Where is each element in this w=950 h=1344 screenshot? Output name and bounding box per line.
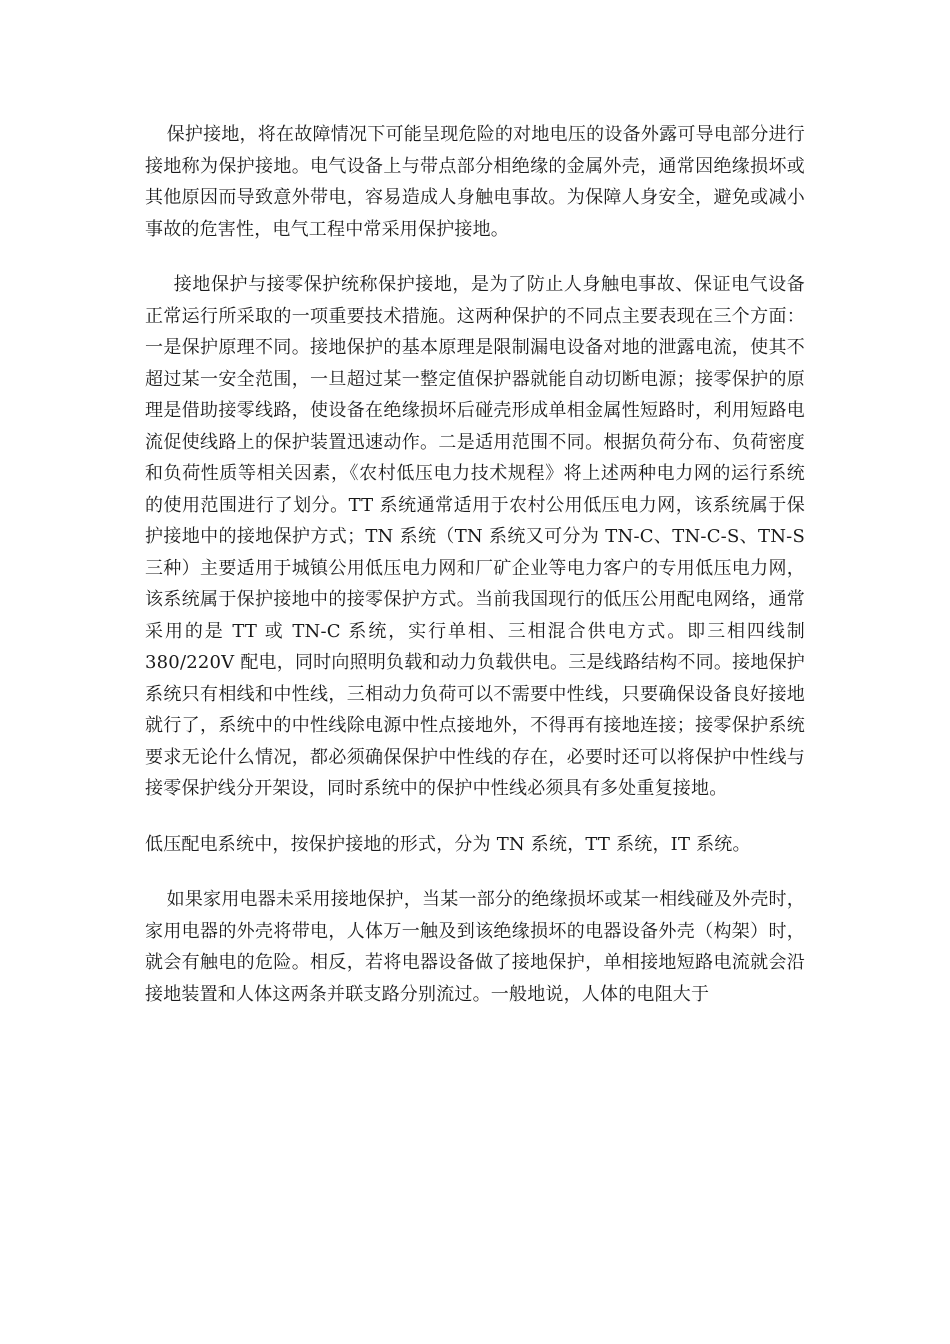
paragraph-grounding-vs-neutral: 接地保护与接零保护统称保护接地，是为了防止人身触电事故、保证电气设备正常运行所采取的一项重要技术措施。这两种保护的不同点主要表现在三个方面：一是保护原理不同。接地保护的基本原理是限制漏电设备对地的泄露电流，使其不超过某一安全范围，一旦超过某一整定值保护器就能自动切断电源；接零保护的原理是借助接零线路，使设备在绝缘损坏后碰壳形成单相金属性短路时，利用短路电流促使线路上的保护装置迅速动作。二是适用范围不同。根据负荷分布、负荷密度和负荷性质等相关因素，《农村低压电力技术规程》将上述两种电力网的运行系统的使用范围进行了划分。TT 系统通常适用于农村公用低压电力网，该系统属于保护接地中的接地保护方式；TN 系统（TN 系统又可分为 TN-C、TN-C-S、TN-S 三种）主要适用于城镇公用低压电力网和厂矿企业等电力客户的专用低压电力网，该系统属于保护接地中的接零保护方式。当前我国现行的低压公用配电网络，通常采用的是 TT 或 TN-C 系统，实行单相、三相混合供电方式。即三相四线制 380/220V 配电，同时向照明负载和动力负载供电。三是线路结构不同。接地保护系统只有相线和中性线，三相动力负荷可以不需要中性线，只要确保设备良好接地就行了，系统中的中性线除电源中性点接地外，不得再有接地连接；接零保护系统要求无论什么情况，都必须确保保护中性线的存在，必要时还可以将保护中性线与接零保护线分开架设，同时系统中的保护中性线必须具有多处重复接地。 [145,274,805,799]
paragraph-system-types: 低压配电系统中，按保护接地的形式，分为 TN 系统，TT 系统，IT 系统。 [145,833,751,855]
paragraph-household-appliances: 如果家用电器未采用接地保护，当某一部分的绝缘损坏或某一相线碰及外壳时，家用电器的外壳将带电，人体万一触及到该绝缘损坏的电器设备外壳（构架）时，就会有触电的危险。相反，若将电器设备做了接地保护，单相接地短路电流就会沿接地装置和人体这两条并联支路分别流过。一般地说，人体的电阻大于 [145,889,805,1005]
document-body [145,119,805,1010]
paragraph-protective-grounding: 保护接地，将在故障情况下可能呈现危险的对地电压的设备外露可导电部分进行接地称为保护接地。电气设备上与带点部分相绝缘的金属外壳，通常因绝缘损坏或其他原因而导致意外带电，容易造成人身触电事故。为保障人身安全，避免或减小事故的危害性，电气工程中常采用保护接地。 [145,124,805,240]
